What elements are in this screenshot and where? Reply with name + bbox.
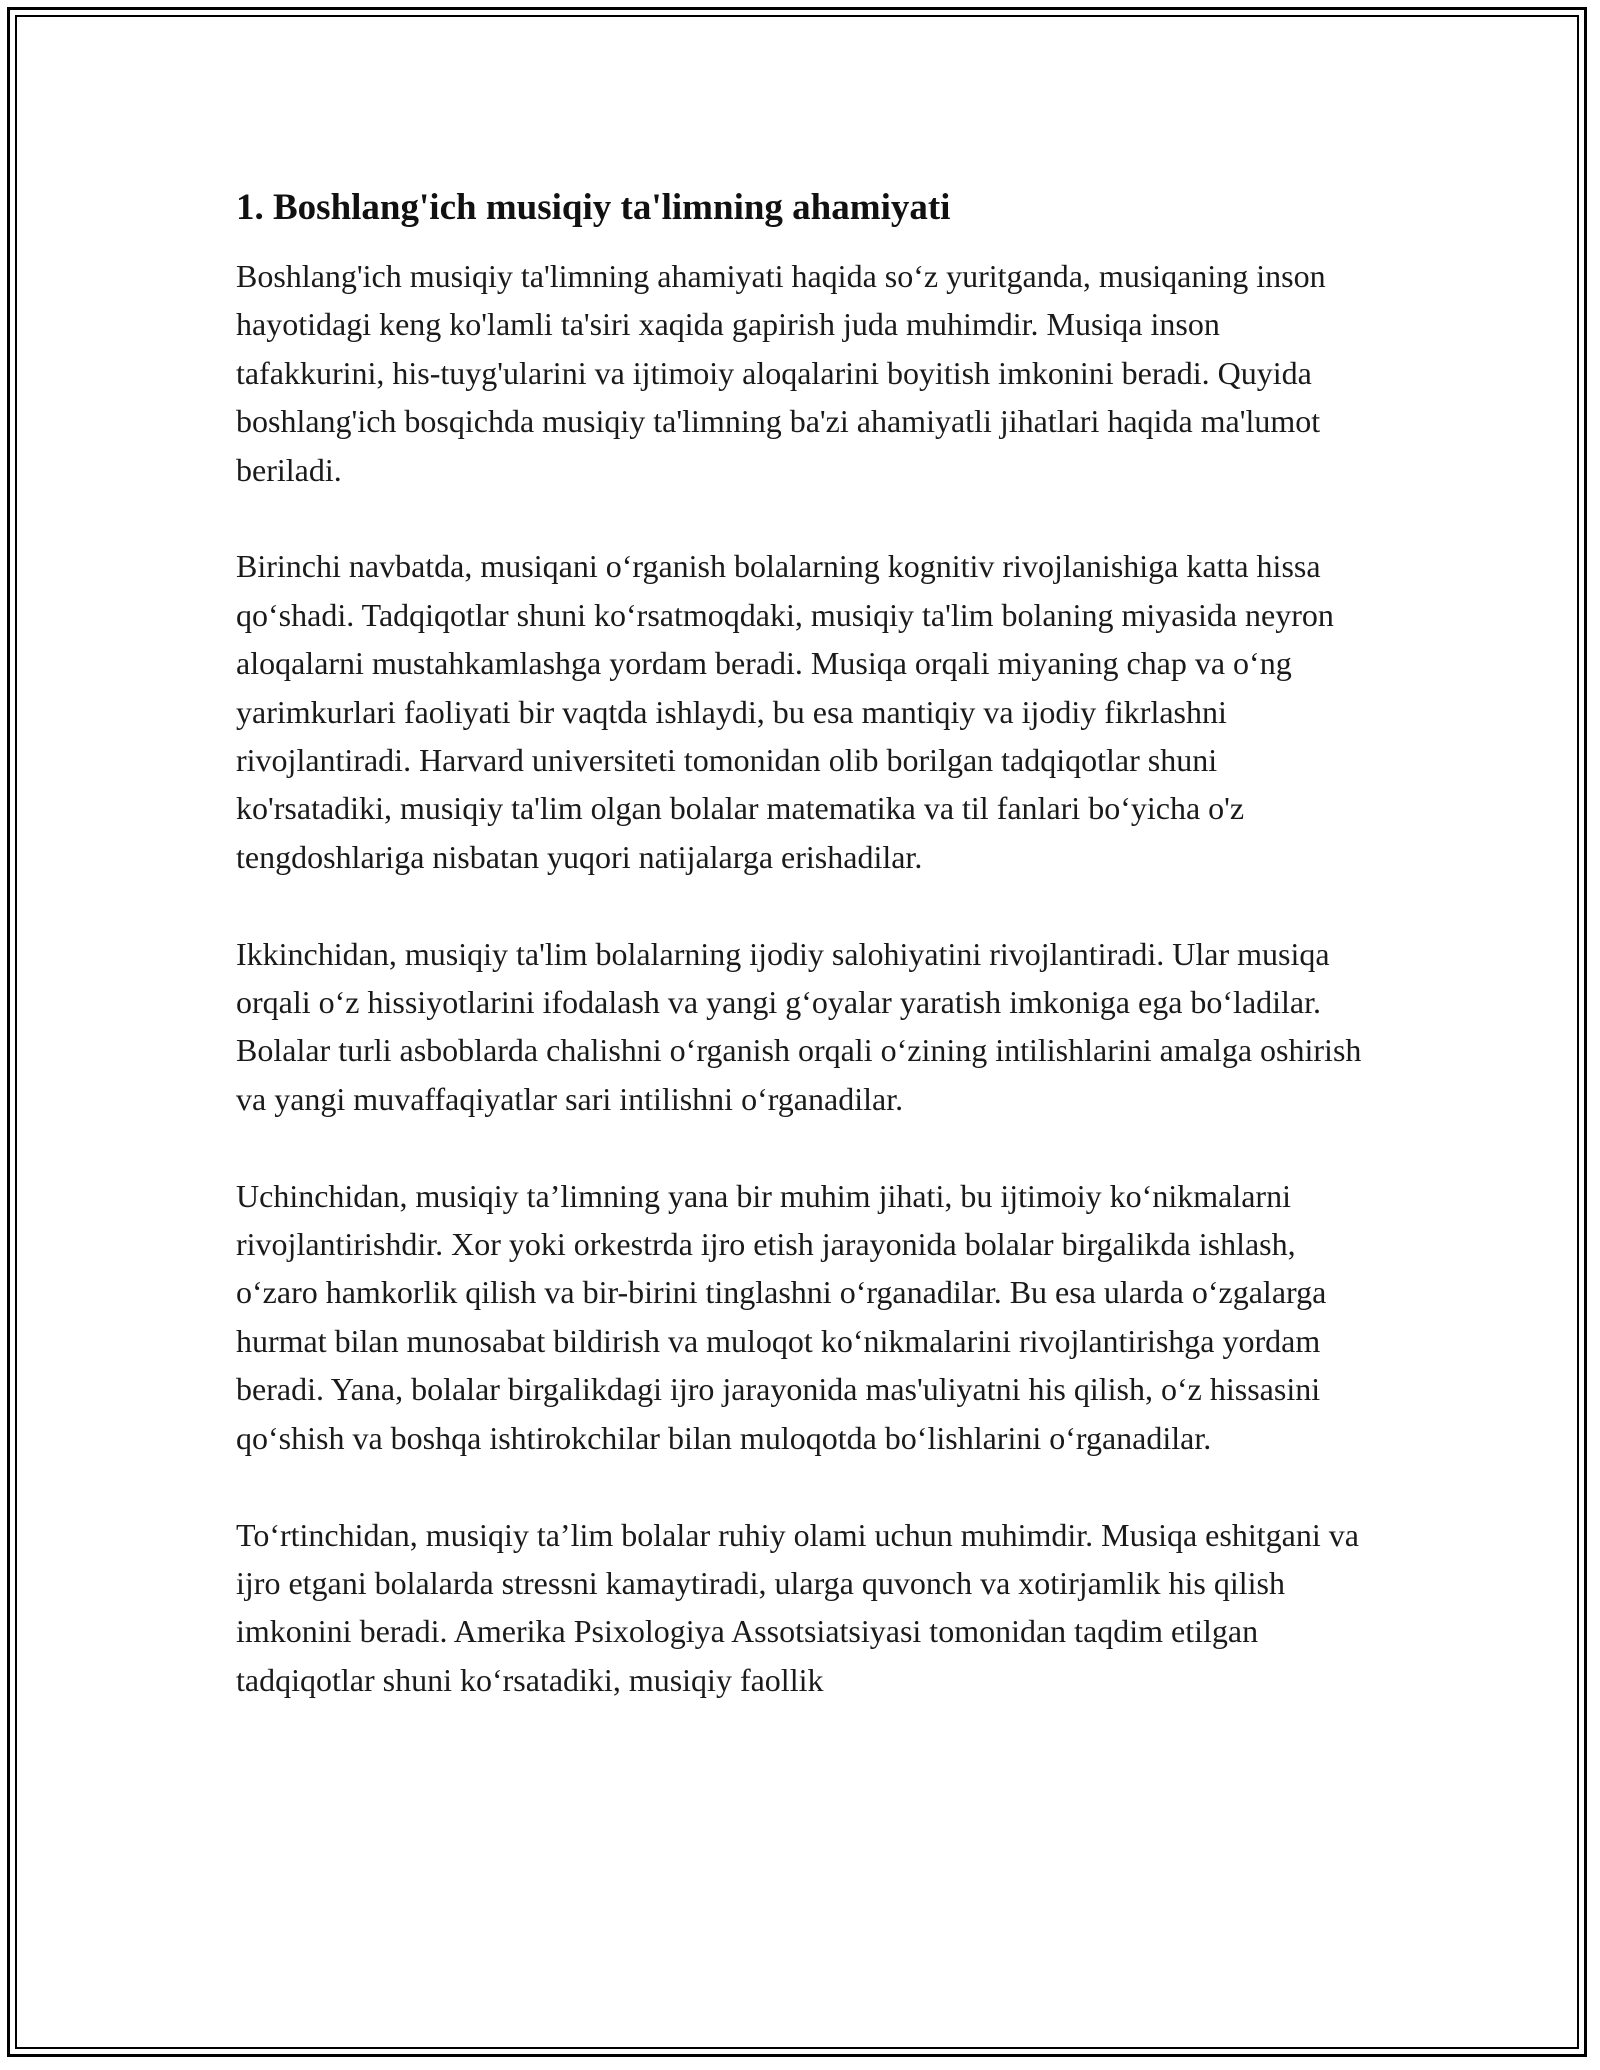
paragraph-creative: Ikkinchidan, musiqiy ta'lim bolalarning ijodiy salohiyatini rivojlantiradi. Ular musiqa orqali o‘z hissiyotlarini ifodalash va yangi g‘oyalar yaratish imkoniga ega bo‘ladilar. Bolalar turli asboblarda chalishni o‘rganish orqali o‘zining intilishlarini amalga oshirish va yangi muvaffaqiyatlar sari intilishni o‘rganadilar. bbox=[236, 935, 1362, 1117]
paragraph-intro: Boshlang'ich musiqiy ta'limning ahamiyati haqida so‘z yuritganda, musiqaning inson hayotidagi keng ko'lamli ta'siri xaqida gapirish juda muhimdir. Musiqa inson tafakkurini, his-tuyg'ularini va ijtimoiy aloqalarini boyitish imkonini beradi. Quyida boshlang'ich bosqichda musiqiy ta'limning ba'zi ahamiyatli jihatlari haqida ma'lumot beriladi. bbox=[236, 258, 1326, 488]
document-body bbox=[236, 186, 1376, 1753]
section-heading: 1. Boshlang'ich musiqiy ta'limning ahamiyati bbox=[236, 187, 951, 228]
paragraph-social: Uchinchidan, musiqiy ta’limning yana bir muhim jihati, bu ijtimoiy ko‘nikmalarni rivojlantirishdir. Xor yoki orkestrda ijro etish jarayonida bolalar birgalikda ishlash, o‘zaro hamkorlik qilish va bir-birini tinglashni o‘rganadilar. Bu esa ularda o‘zgalarga hurmat bilan munosabat bildirish va muloqot ko‘nikmalarini rivojlantirishga yordam beradi. Yana, bolalar birgalikdagi ijro jarayonida mas'uliyatni his qilish, o‘z hissasini qo‘shish va boshqa ishtirokchilar bilan muloqotda bo‘lishlarini o‘rganadilar. bbox=[236, 1177, 1327, 1456]
paragraph-emotional: To‘rtinchidan, musiqiy ta’lim bolalar ruhiy olami uchun muhimdir. Musiqa eshitgani va ijro etgani bolalarda stressni kamaytiradi, ularga quvonch va xotirjamlik his qilish imkonini beradi. Amerika Psixologiya Assotsiatsiyasi tomonidan taqdim etilgan tadqiqotlar shuni ko‘rsatadiki, musiqiy faollik bbox=[236, 1516, 1359, 1698]
paragraph-cognitive: Birinchi navbatda, musiqani o‘rganish bolalarning kognitiv rivojlanishiga katta hissa qo‘shadi. Tadqiqotlar shuni ko‘rsatmoqdaki, musiqiy ta'lim bolaning miyasida neyron aloqalarni mustahkamlashga yordam beradi. Musiqa orqali miyaning chap va o‘ng yarimkurlari faoliyati bir vaqtda ishlaydi, bu esa mantiqiy va ijodiy fikrlashni rivojlantiradi. Harvard universiteti tomonidan olib borilgan tadqiqotlar shuni ko'rsatadiki, musiqiy ta'lim olgan bolalar matematika va til fanlari bo‘yicha o'z tengdoshlariga nisbatan yuqori natijalarga erishadilar. bbox=[236, 548, 1334, 875]
